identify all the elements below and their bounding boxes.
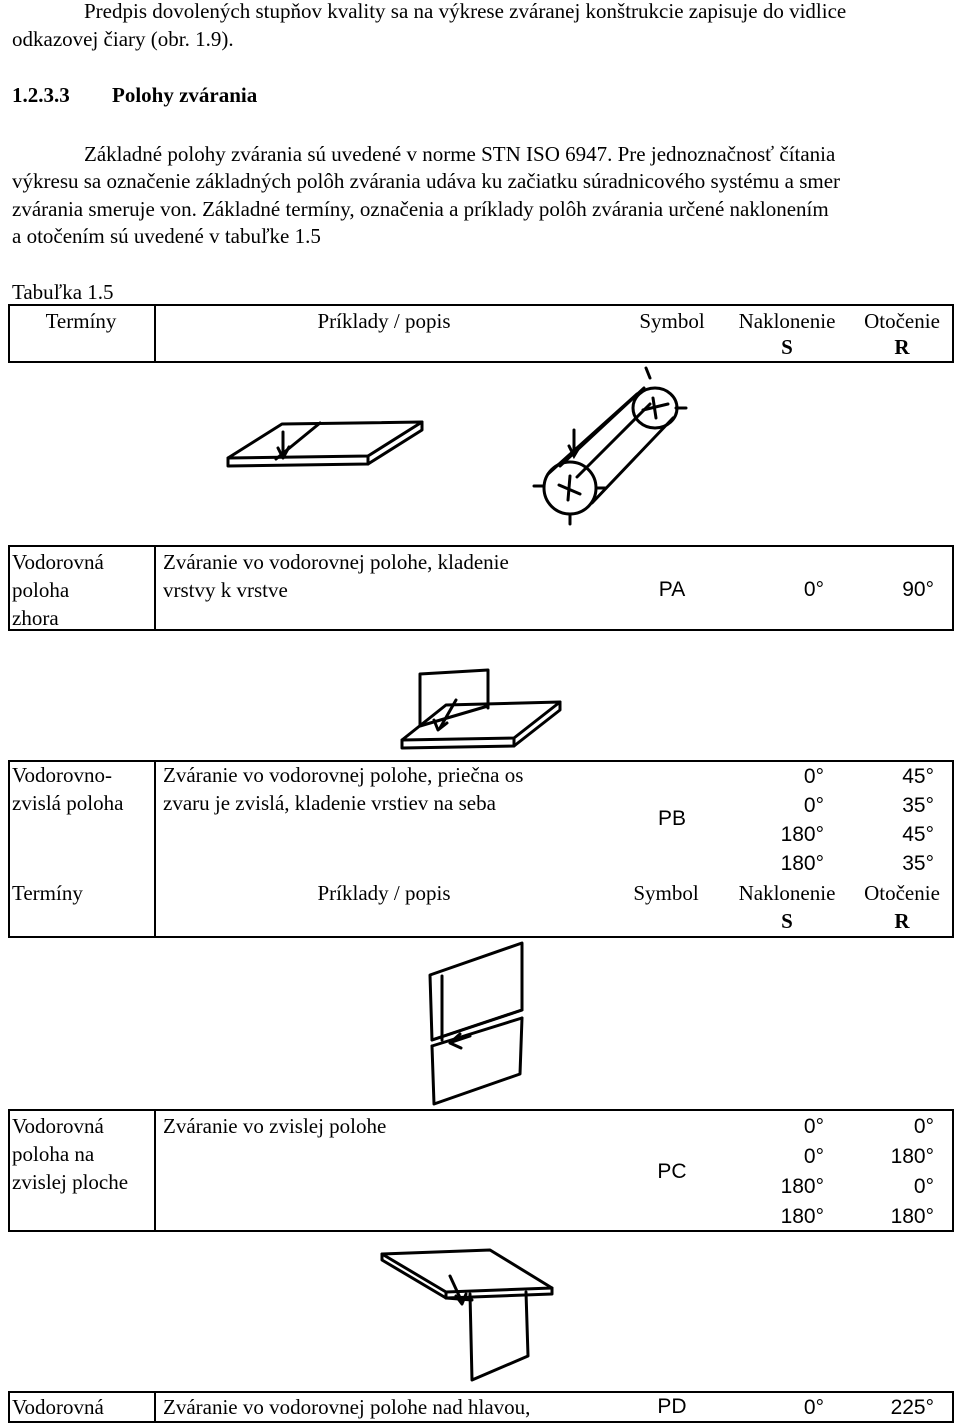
row-pc-rotation-4: 180° [890, 1205, 934, 1228]
header-tilt: Naklonenie [738, 309, 836, 333]
row-pb-term-2: zvislá poloha [12, 791, 124, 815]
section-number: 1.2.3.3 [12, 83, 70, 107]
row-pb-symbol: PB [657, 807, 686, 830]
row-pb-rotation-1: 45° [902, 765, 934, 788]
header2-rotation: Otočenie [864, 881, 940, 905]
intro-line-1: Predpis dovolených stupňov kvality sa na výkrese zváranej konštrukcie zapisuje do vidlice [84, 0, 847, 23]
row-pb-tilt-3: 180° [780, 823, 824, 846]
row-pb-tilt-4: 180° [780, 852, 824, 875]
row-pc-term-2: poloha na [12, 1142, 95, 1166]
row-pd-rotation: 225° [890, 1396, 934, 1419]
row-pb-tilt-2: 0° [803, 794, 824, 817]
row-pd-term-1: Vodorovná [12, 1395, 104, 1419]
row-pc-desc-1: Zváranie vo zvislej polohe [163, 1114, 387, 1138]
row-pa-term-3: zhora [12, 606, 59, 630]
row-pc-rotation-2: 180° [890, 1145, 934, 1168]
header2-examples: Príklady / popis [317, 881, 451, 905]
row-pa-desc-2: vrstvy k vrstve [163, 578, 288, 602]
section-title: Polohy zvárania [112, 83, 258, 107]
row-pb-desc-2: zvaru je zvislá, kladenie vrstiev na seba [163, 791, 496, 815]
header2-symbol: Symbol [633, 881, 699, 905]
row-pb-rotation-2: 35° [902, 794, 934, 817]
intro-line-2: odkazovej čiary (obr. 1.9). [12, 27, 234, 51]
row-pc-tilt-3: 180° [780, 1175, 824, 1198]
header2-tilt-symbol: S [781, 909, 793, 933]
row-pa-desc-1: Zváranie vo vodorovnej polohe, kladenie [163, 550, 509, 574]
row-pa-term-2: poloha [12, 578, 70, 602]
header-rotation: Otočenie [864, 309, 940, 333]
row-pb-tilt-1: 0° [803, 765, 824, 788]
header2-rotation-symbol: R [894, 909, 910, 933]
paragraph-line-4: a otočením sú uvedené v tabuľke 1.5 [12, 224, 321, 248]
header-terms: Termíny [45, 309, 117, 333]
row-pc-tilt-1: 0° [803, 1115, 824, 1138]
row-pd-tilt: 0° [803, 1396, 824, 1419]
row-pc-rotation-1: 0° [913, 1115, 934, 1138]
header-symbol: Symbol [639, 309, 705, 333]
row-pb-rotation-3: 45° [902, 823, 934, 846]
row-pc-tilt-2: 0° [803, 1145, 824, 1168]
header2-tilt: Naklonenie [738, 881, 836, 905]
row-pa-rotation: 90° [902, 578, 934, 601]
header2-terms: Termíny [12, 881, 83, 905]
header-tilt-symbol: S [781, 335, 793, 359]
row-pc-symbol: PC [657, 1160, 687, 1183]
row-pb-term-1: Vodorovno- [12, 763, 112, 787]
row-pc-tilt-4: 180° [780, 1205, 824, 1228]
header-examples: Príklady / popis [317, 309, 451, 333]
row-pd-symbol: PD [657, 1395, 687, 1418]
row-pa-tilt: 0° [803, 578, 824, 601]
row-pc-term-3: zvislej ploche [12, 1170, 129, 1194]
row-pc-term-1: Vodorovná [12, 1114, 104, 1138]
row-pa-symbol: PA [658, 578, 686, 601]
row-pc-rotation-3: 0° [913, 1175, 934, 1198]
paragraph-line-1: Základné polohy zvárania sú uvedené v norme STN ISO 6947. Pre jednoznačnosť čítania [84, 142, 836, 166]
row-pa-term-1: Vodorovná [12, 550, 104, 574]
header-rotation-symbol: R [894, 335, 910, 359]
row-pd-desc-1: Zváranie vo vodorovnej polohe nad hlavou, [163, 1395, 531, 1419]
row-pb-rotation-4: 35° [902, 852, 934, 875]
row-pb-desc-1: Zváranie vo vodorovnej polohe, priečna os [163, 763, 524, 787]
paragraph-line-2: výkresu sa označenie základných polôh zvárania udáva ku začiatku súradnicového systému a smer [12, 169, 841, 193]
paragraph-line-3: zvárania smeruje von. Základné termíny, označenia a príklady polôh zvárania určené naklonením [12, 197, 829, 221]
table-caption: Tabuľka 1.5 [12, 280, 114, 304]
